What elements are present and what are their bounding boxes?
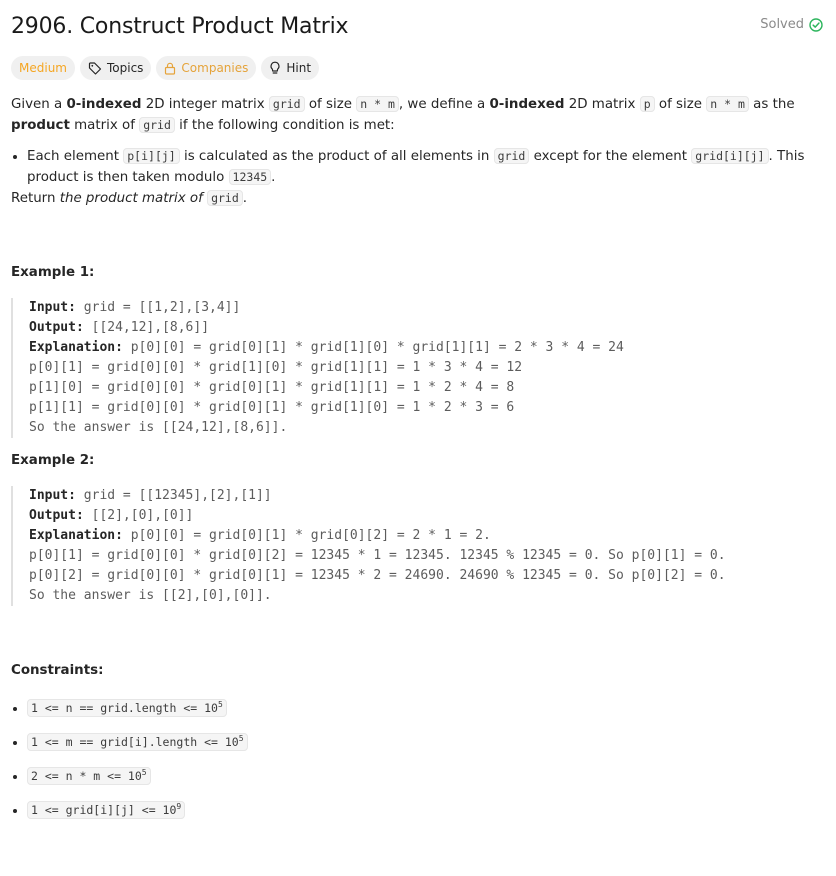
constraint-text: 2 <= n * m <= 10 [31,769,142,783]
inline-code: grid [207,190,243,206]
constraint-item [27,800,825,821]
desc-text: matrix of [69,118,140,133]
explanation-label: Explanation: [29,340,123,355]
inline-code: 12345 [229,169,272,185]
input-label: Input: [29,488,76,503]
inline-code: grid [139,117,175,133]
desc-text: if the following condition is met: [174,118,395,133]
constraint-code [27,801,185,819]
explanation-line: So the answer is [[2],[0],[0]]. [29,588,272,603]
hint-button[interactable] [261,56,319,80]
constraint-code [27,699,227,717]
inline-code: n * m [356,96,399,112]
desc-bold: product [11,118,70,133]
explanation-line: So the answer is [[24,12],[8,6]]. [29,420,288,435]
output-label: Output: [29,508,84,523]
topics-label: Topics [106,61,144,75]
condition-item [27,146,825,188]
companies-button[interactable] [156,56,256,80]
explanation-line: p[0][2] = grid[0][0] * grid[0][1] = 12345 * 2 = 24690. 24690 % 12345 = 0. So p[0][2] = 0. [29,568,726,583]
desc-bold: 0-indexed [66,97,142,112]
explanation-line: p[0][1] = grid[0][0] * grid[1][0] * grid[1][1] = 1 * 3 * 4 = 12 [29,360,523,375]
output-value: [[2],[0],[0]] [83,508,194,523]
tag-row [11,56,825,82]
constraint-item [27,698,825,719]
explanation-line: p[1][1] = grid[0][0] * grid[0][1] * grid[1][0] = 1 * 2 * 3 = 6 [29,400,515,415]
explanation-label: Explanation: [29,528,123,543]
example-block [11,486,825,606]
title-row [11,0,825,56]
inline-code: grid [494,148,530,164]
desc-text: Each element [27,149,124,164]
example-1 [11,263,825,438]
inline-code: n * m [706,96,749,112]
return-paragraph [11,188,825,209]
desc-text: of size [654,97,707,112]
constraint-exponent: 5 [141,768,147,778]
desc-text: of size [304,97,357,112]
inline-code: p[i][j] [123,148,179,164]
example-explanation [29,338,825,358]
example-2 [11,451,825,606]
desc-text: 2D integer matrix [141,97,269,112]
example-input [29,298,825,318]
topics-button[interactable] [80,56,151,80]
tag-icon [88,61,102,75]
constraint-text: 1 <= n == grid.length <= 10 [31,701,218,715]
desc-text: . [271,170,276,185]
example-title: Example 2: [11,453,95,468]
constraint-text: 1 <= m == grid[i].length <= 10 [31,735,239,749]
desc-text: is calculated as the product of all elements in [179,149,494,164]
inline-code: p [640,96,655,112]
constraints-section [11,661,825,821]
example-title: Example 1: [11,265,95,280]
desc-text: 2D matrix [564,97,640,112]
hint-label: Hint [286,61,312,75]
inline-code: grid[i][j] [691,148,768,164]
constraint-text: 1 <= grid[i][j] <= 10 [31,803,177,817]
example-block [11,298,825,438]
input-value: grid = [[12345],[2],[1]] [75,488,272,503]
problem-description [11,94,825,209]
desc-text: , we define a [398,97,490,112]
difficulty-label: Medium [19,61,67,75]
input-value: grid = [[1,2],[3,4]] [75,300,241,315]
constraint-code [27,767,151,785]
difficulty-badge[interactable] [11,56,75,80]
description-paragraph [11,94,825,136]
constraint-item [27,766,825,787]
explanation-line: p[1][0] = grid[0][0] * grid[0][1] * grid[1][1] = 1 * 2 * 4 = 8 [29,380,515,395]
check-circle-icon [809,18,823,32]
problem-title[interactable]: 2906. Construct Product Matrix [11,14,349,39]
example-explanation [29,526,825,546]
solved-label: Solved [760,17,804,32]
lock-icon [164,62,176,75]
desc-text: . This product is then taken modulo [27,149,805,185]
desc-text: . [242,191,248,206]
solved-status [760,17,823,32]
example-input [29,486,825,506]
constraint-exponent: 5 [217,700,223,710]
constraints-list [11,698,825,821]
lightbulb-icon [269,61,281,75]
explanation-line: p[0][1] = grid[0][0] * grid[0][2] = 12345 * 1 = 12345. 12345 % 12345 = 0. So p[0][1] = 0. [29,548,726,563]
desc-italic: the product matrix of [59,191,203,206]
constraint-exponent: 9 [176,802,182,812]
input-label: Input: [29,300,76,315]
example-output [29,506,825,526]
explanation-line: p[0][0] = grid[0][1] * grid[1][0] * grid[1][1] = 2 * 3 * 4 = 24 [122,340,624,355]
constraints-title: Constraints: [11,663,104,678]
condition-list [11,146,825,188]
explanation-line: p[0][0] = grid[0][1] * grid[0][2] = 2 * 1 = 2. [122,528,491,543]
desc-text: except for the element [529,149,692,164]
example-output [29,318,825,338]
companies-label: Companies [181,61,249,75]
desc-text: as the [748,97,795,112]
output-value: [[24,12],[8,6]] [83,320,210,335]
constraint-exponent: 5 [238,734,244,744]
output-label: Output: [29,320,84,335]
constraint-item [27,732,825,753]
desc-bold: 0-indexed [489,97,565,112]
desc-text: Return [11,191,60,206]
constraint-code [27,733,248,751]
inline-code: grid [269,96,305,112]
desc-text: Given a [11,97,67,112]
